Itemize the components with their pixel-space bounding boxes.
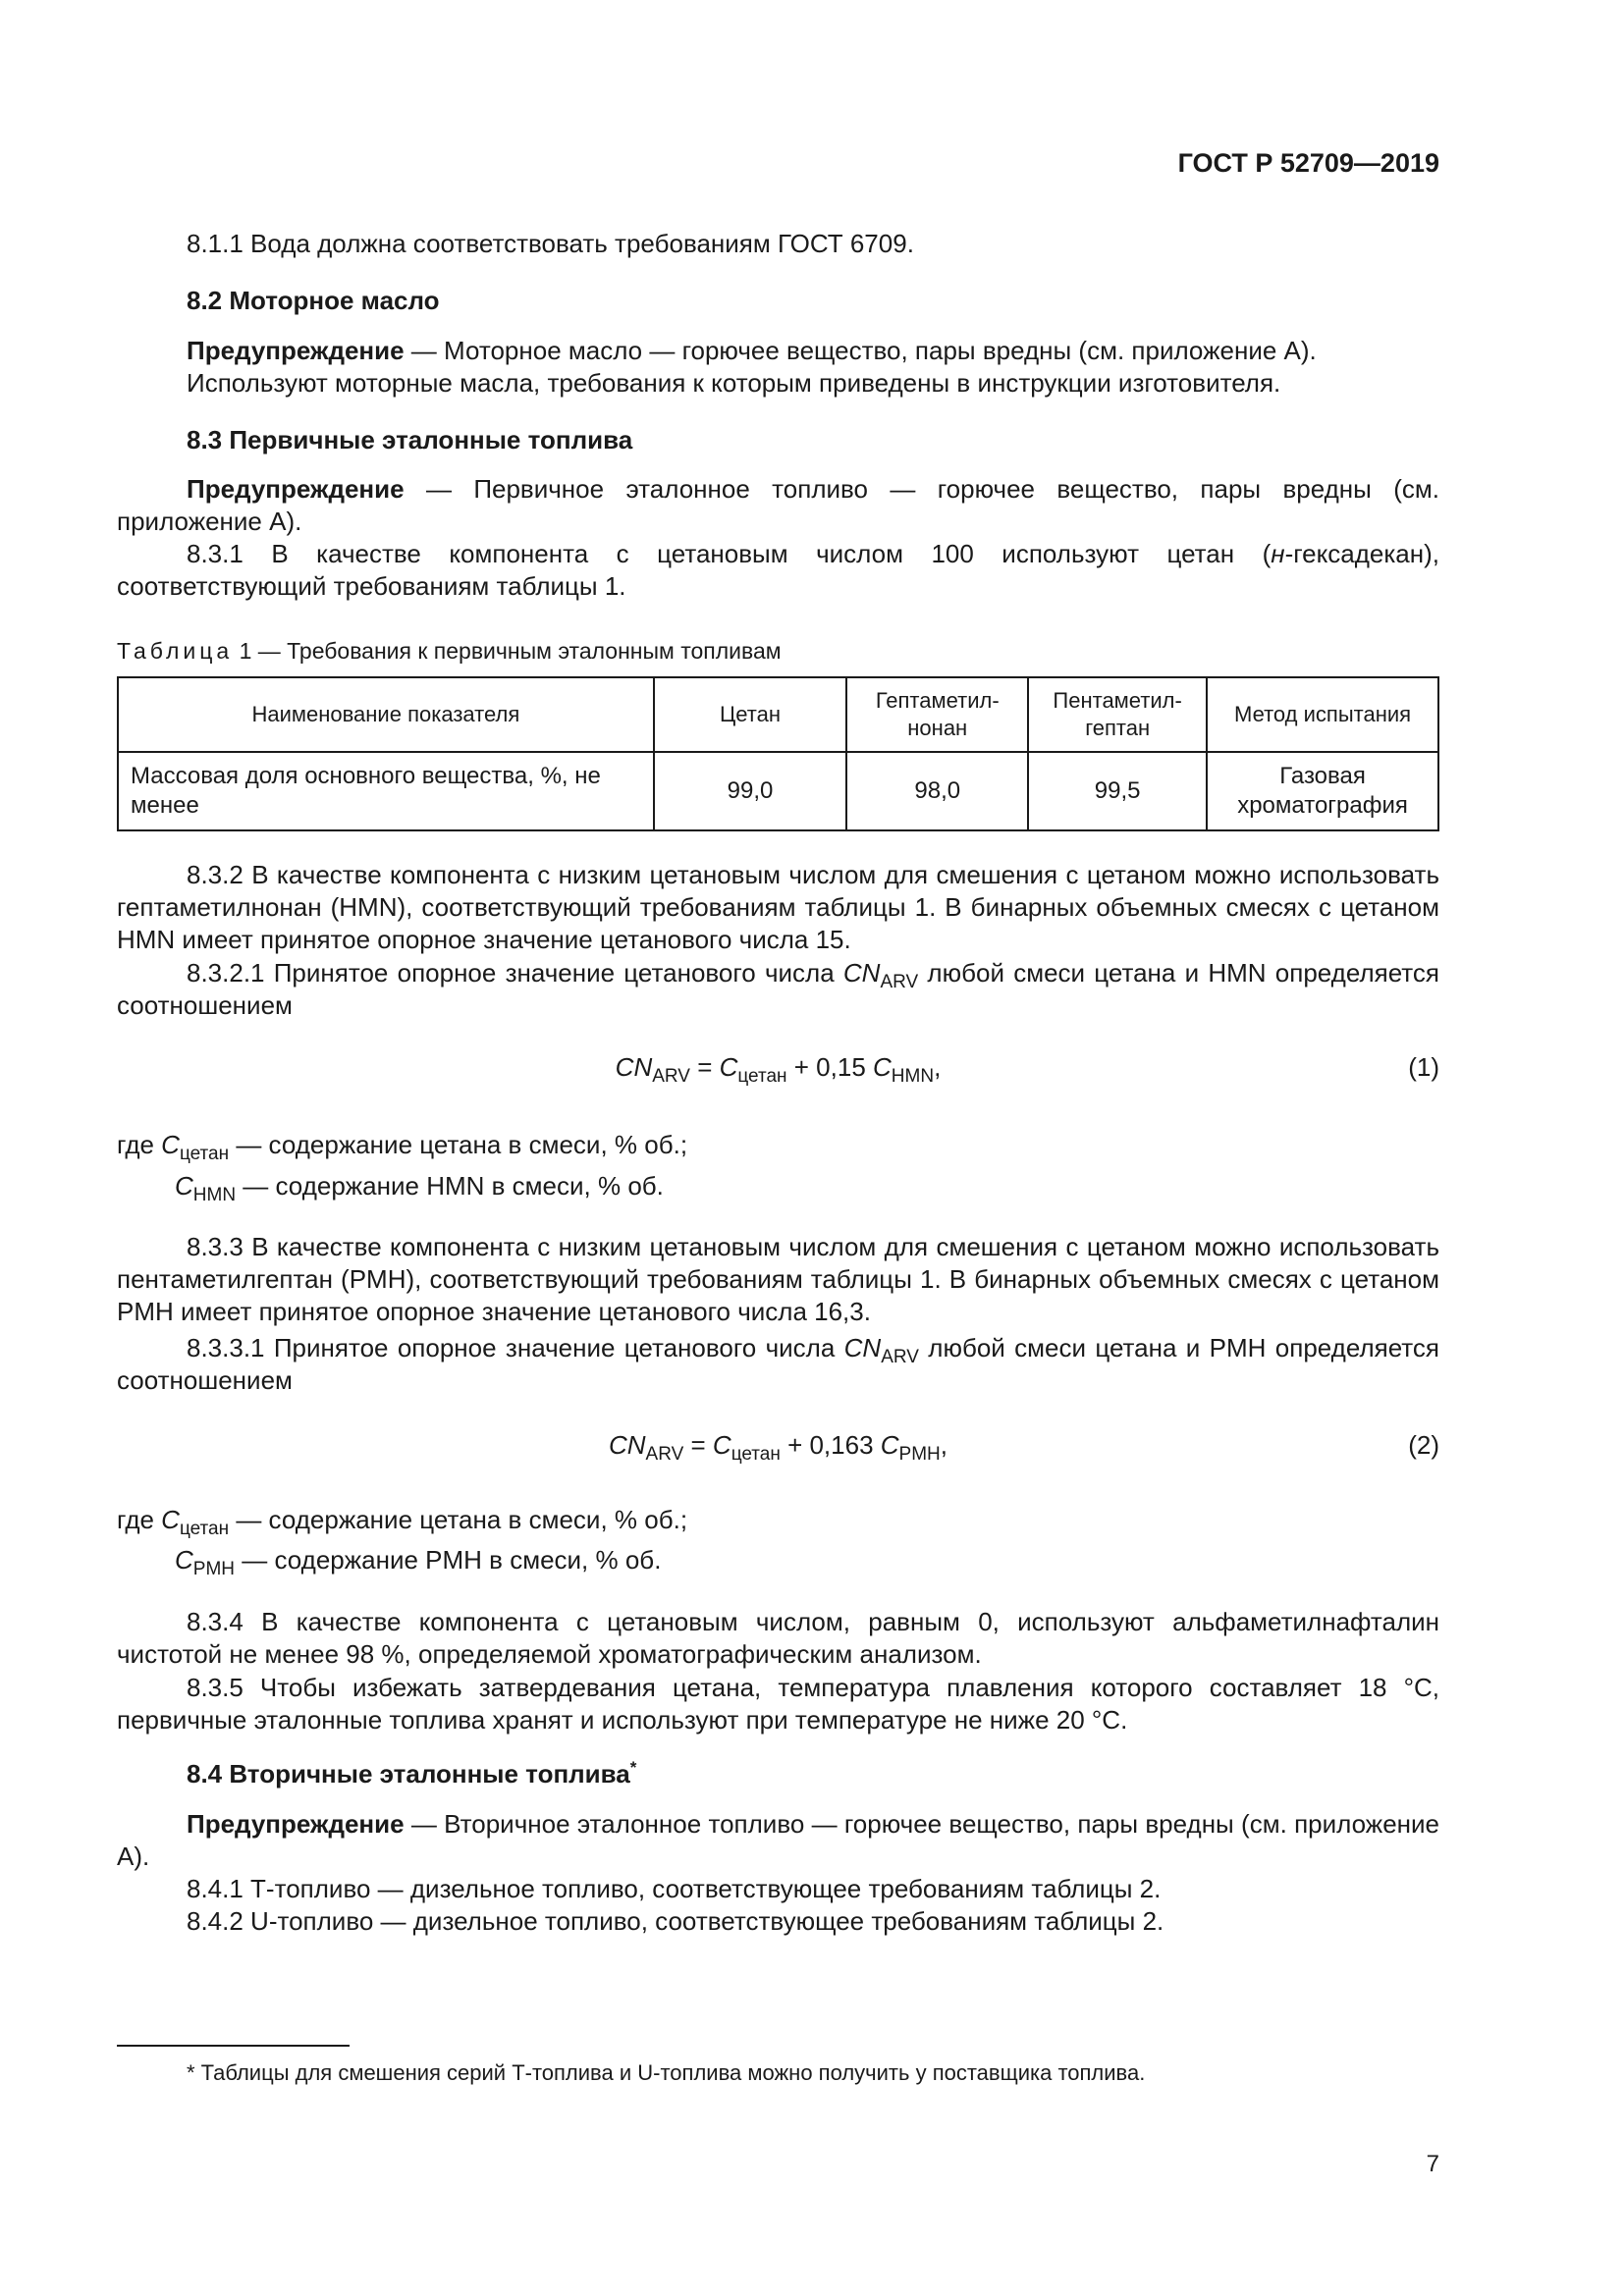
warning-text: — Моторное масло — горючее вещество, пары вредны (см. приложение А). [404, 336, 1317, 365]
warning-text: — Вторичное эталонное топливо — горючее вещество, пары вредны (см. приложение А). [117, 1809, 1439, 1871]
warning-label: Предупреждение [187, 336, 405, 365]
document-page [117, 0, 1439, 2296]
document-header: ГОСТ Р 52709—2019 [1177, 148, 1439, 178]
footnote: * Таблицы для смешения серий Т-топлива и U-топлива можно получить у поставщика топлива. [187, 2060, 1146, 2085]
warning-label: Предупреждение [187, 474, 405, 504]
subscript-pmh: PMH [898, 1444, 941, 1465]
comma: , [934, 1052, 942, 1082]
text-run: любой смеси цетана и HMN определяется соотношением [117, 958, 1439, 1020]
formula-2-number: (2) [1408, 1430, 1439, 1460]
subscript-pmh: PMH [192, 1559, 236, 1579]
symbol-c: C [175, 1171, 193, 1201]
symbol-c: C [161, 1505, 180, 1534]
text-run: любой смеси цетана и PMH определяется соотношением [117, 1333, 1439, 1395]
table-caption [117, 635, 782, 667]
heading-8-4 [117, 1758, 1439, 1790]
symbol-c: C [161, 1130, 180, 1159]
symbol-c: C [175, 1545, 193, 1575]
caption-word: Таблица [117, 638, 234, 664]
text-run: 8.3.3.1 Принятое опорное значение цетанового числа [187, 1333, 844, 1362]
heading-8-3: 8.3 Первичные эталонные топлива [187, 425, 633, 454]
paragraph-8-3-3-1 [117, 1332, 1439, 1397]
paragraph-8-3-2-1 [117, 957, 1439, 1022]
symbol-c: C [712, 1430, 731, 1460]
table-cell: 99,0 [654, 752, 847, 830]
table-1 [117, 676, 1439, 831]
symbol-cn: CN [615, 1052, 653, 1082]
subscript-cetan: цетан [737, 1066, 787, 1087]
heading-text: 8.4 Вторичные эталонные топлива [187, 1759, 630, 1789]
table-cell: Массовая доля основного вещества, %, не менее [118, 752, 654, 830]
table-header-row [118, 677, 1438, 752]
page-number: 7 [1426, 2151, 1439, 2177]
warning-8-3 [117, 473, 1439, 538]
symbol-cn: CN [608, 1430, 646, 1460]
text-run: — содержание PMH в смеси, % об. [235, 1545, 662, 1575]
warning-8-2 [117, 335, 1439, 367]
subscript-cetan: цетан [179, 1144, 230, 1164]
comma: , [940, 1430, 948, 1460]
where-2-line-1 [117, 1504, 688, 1539]
subscript-hmn: HMN [891, 1066, 935, 1087]
paragraph-8-3-4: 8.3.4 В качестве компонента с цетановым числом, равным 0, используют альфаметилнафталин чистотой не менее 98 %, определяемой хроматографическим анализом. [117, 1607, 1439, 1669]
text-run: — содержание цетана в смеси, % об.; [229, 1505, 688, 1534]
table-header-cell: Цетан [654, 677, 847, 752]
paragraph-8-3-5: 8.3.5 Чтобы избежать затвердевания цетана, температура плавления которого составляет 18 °С, первичные эталонные топлива хранят и используют при температуре не ниже 20 °С. [117, 1673, 1439, 1735]
table-header-cell: Гептаметил-нонан [846, 677, 1028, 752]
operator: + 0,15 [786, 1052, 874, 1082]
paragraph-8-3-2: 8.3.2 В качестве компонента с низким цетановым числом для смешения с цетаном можно использовать гептаметилнонан (HMN), соответствующий требованиям таблицы 1. В бинарных объемных смесях с цетаном HMN имеет принятое опорное значение цетанового числа 15. [117, 860, 1439, 954]
formula-2-expression [117, 1429, 1439, 1465]
footnote-divider [117, 2045, 350, 2047]
operator: = [689, 1052, 720, 1082]
where-2-line-2 [175, 1544, 662, 1579]
text-run: — содержание HMN в смеси, % об. [236, 1171, 664, 1201]
operator: = [683, 1430, 713, 1460]
caption-text: 1 — Требования к первичным эталонным топливам [233, 638, 782, 664]
paragraph-8-2: Используют моторные масла, требования к которым приведены в инструкции изготовителя. [187, 368, 1281, 398]
operator: + 0,163 [780, 1430, 881, 1460]
formula-1-number: (1) [1408, 1052, 1439, 1082]
symbol-c: C [880, 1430, 899, 1460]
text-run: — содержание цетана в смеси, % об.; [229, 1130, 688, 1159]
paragraph-8-1-1: 8.1.1 Вода должна соответствовать требованиям ГОСТ 6709. [187, 229, 914, 258]
warning-label: Предупреждение [187, 1809, 405, 1839]
formula-1 [117, 1051, 1439, 1091]
where-1-line-2 [175, 1170, 664, 1205]
text-run: -гексадекан), соответствующий требованиям таблицы 1. [117, 539, 1439, 601]
paragraph-8-4-1: 8.4.1 Т-топливо — дизельное топливо, соответствующее требованиям таблицы 2. [187, 1874, 1162, 1903]
symbol-c: C [873, 1052, 892, 1082]
text-run: 8.3.2.1 Принятое опорное значение цетанового числа [187, 958, 843, 988]
paragraph-8-4-2: 8.4.2 U-топливо — дизельное топливо, соответствующее требованиям таблицы 2. [187, 1906, 1164, 1936]
where-word: где [117, 1505, 162, 1534]
subscript-cetan: цетан [179, 1519, 230, 1539]
table-header-cell: Метод испытания [1207, 677, 1438, 752]
symbol-cn: CN [843, 1333, 882, 1362]
formula-1-expression [117, 1051, 1439, 1087]
paragraph-8-3-1 [117, 538, 1439, 603]
subscript-arv: ARV [880, 972, 919, 992]
warning-8-4 [117, 1808, 1439, 1873]
subscript-arv: ARV [645, 1444, 684, 1465]
symbol-c: C [719, 1052, 738, 1082]
subscript-arv: ARV [652, 1066, 690, 1087]
table-cell: 99,5 [1028, 752, 1207, 830]
table-cell: 98,0 [846, 752, 1028, 830]
subscript-hmn: HMN [192, 1185, 237, 1205]
table-header-cell: Пентаметил-гептан [1028, 677, 1207, 752]
symbol-cn: CN [842, 958, 881, 988]
table-cell: Газовая хроматография [1207, 752, 1438, 830]
italic-run: н [1271, 539, 1285, 568]
paragraph-8-3-3: 8.3.3 В качестве компонента с низким цетановым числом для смешения с цетаном можно использовать пентаметилгептан (PMH), соответствующий требованиям таблицы 1. В бинарных объемных смесях с цетаном PMH имеет принятое опорное значение цетанового числа 16,3. [117, 1232, 1439, 1326]
where-word: где [117, 1130, 162, 1159]
formula-2 [117, 1429, 1439, 1468]
heading-8-2: 8.2 Моторное масло [187, 286, 440, 315]
table-row [118, 752, 1438, 830]
subscript-arv: ARV [881, 1347, 919, 1367]
warning-text: — Первичное эталонное топливо — горючее вещество, пары вредны (см. приложение А). [117, 474, 1439, 536]
where-1-line-1 [117, 1129, 688, 1164]
subscript-cetan: цетан [731, 1444, 781, 1465]
footnote-mark: * [629, 1758, 637, 1777]
table-header-cell: Наименование показателя [118, 677, 654, 752]
text-run: 8.3.1 В качестве компонента с цетановым числом 100 используют цетан ( [187, 539, 1272, 568]
